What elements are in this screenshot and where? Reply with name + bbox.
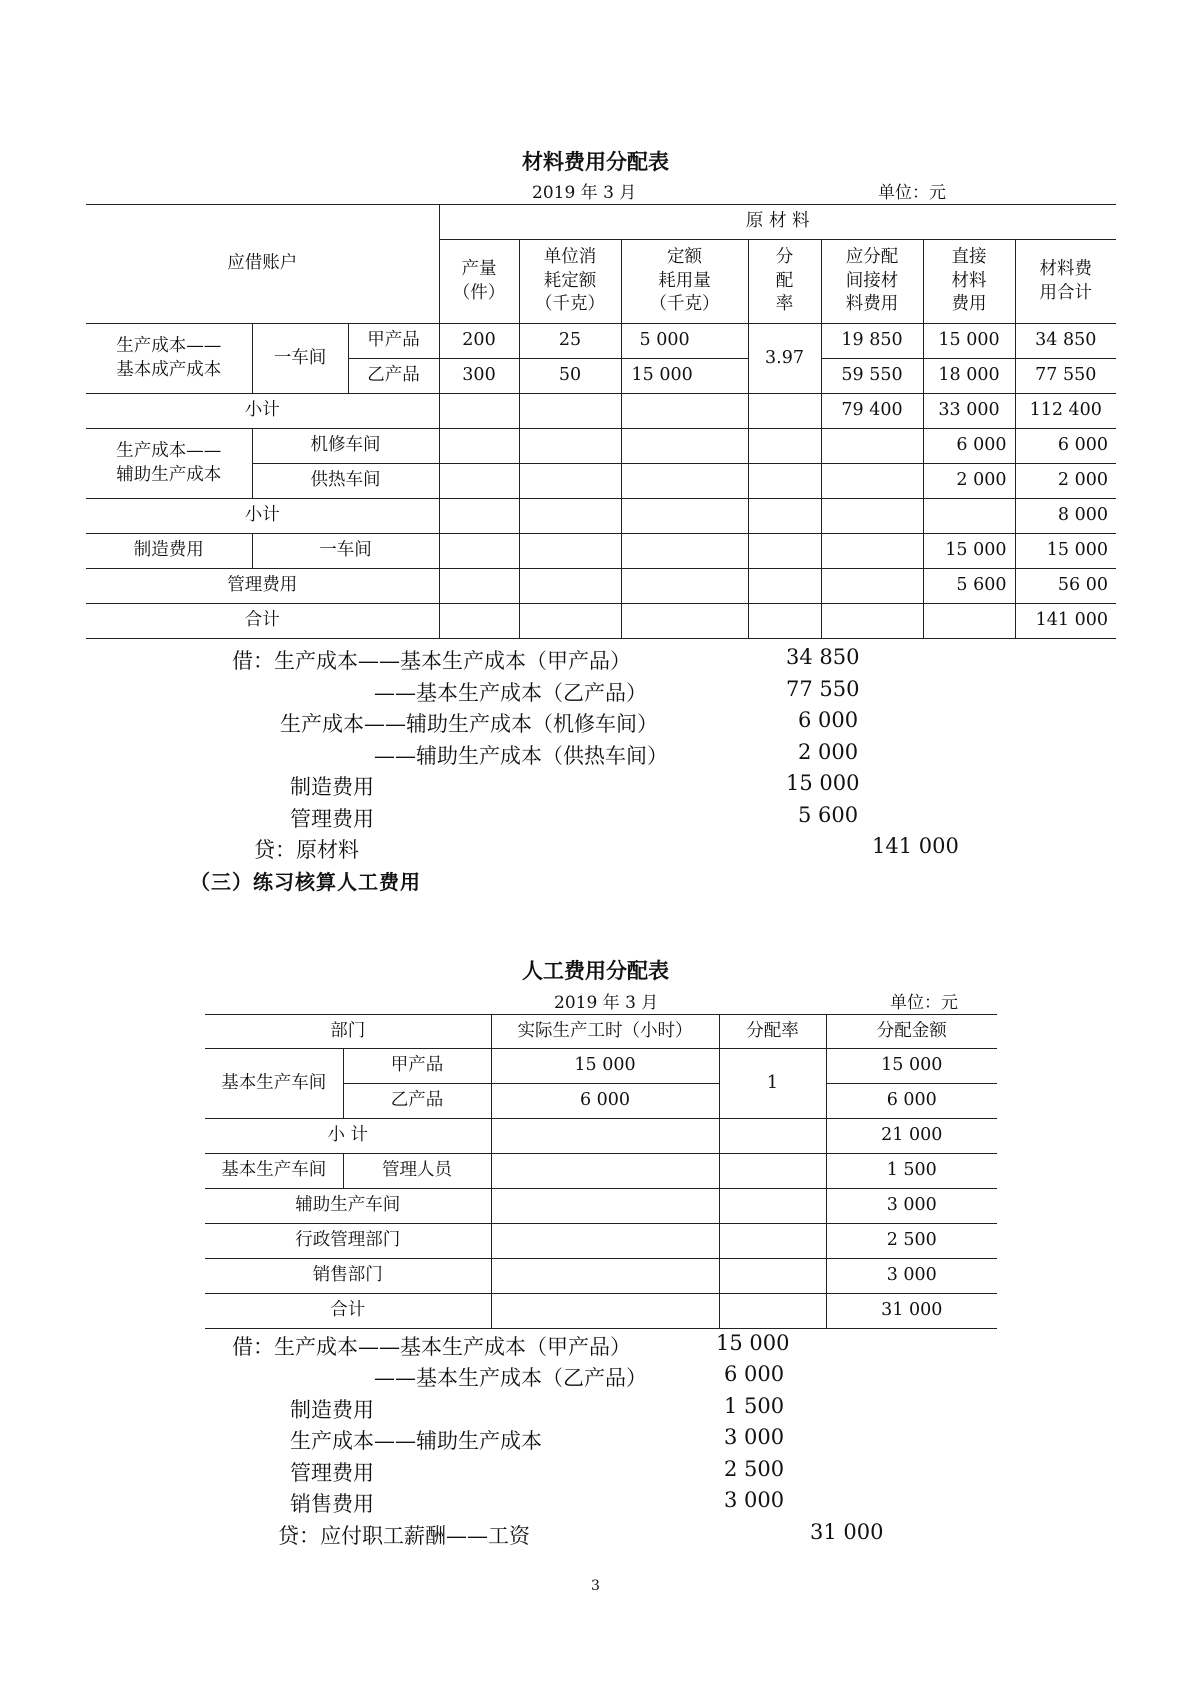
table-row [205, 1259, 997, 1294]
labor-table-date: 2019 年 3 月 [554, 993, 659, 1013]
sales-amount: 3 000 [826, 1259, 997, 1294]
admin-total: 56 00 [1015, 569, 1116, 604]
header-account: 应借账户 [86, 205, 439, 324]
mfg-overhead-label: 制造费用 [86, 534, 252, 569]
product-a-total: 34 850 [1015, 324, 1116, 359]
header-department: 部门 [205, 1015, 491, 1049]
subtotal2-total: 8 000 [1015, 499, 1116, 534]
entry-line: 管理费用 [290, 1461, 374, 1485]
mfg-workshop-label: 一车间 [252, 534, 439, 569]
entry-line: 贷：原材料 [254, 838, 359, 862]
product-b-label: 乙产品 [343, 1084, 491, 1119]
entry-line: ——基本生产成本（乙产品） [374, 681, 647, 705]
entry-line: 生产成本——辅助生产成本（机修车间） [280, 712, 658, 736]
entry-amount: 3 000 [724, 1488, 785, 1512]
table-row [205, 1294, 997, 1329]
entry-amount: 15 000 [716, 1331, 790, 1355]
entry-line: 生产成本——辅助生产成本 [290, 1429, 542, 1453]
heating-shop-label: 供热车间 [252, 464, 439, 499]
entry-amount: 1 500 [724, 1394, 785, 1418]
allocation-rate: 3.97 [748, 324, 821, 394]
product-a-direct: 15 000 [923, 324, 1015, 359]
basic-shop-label: 基本生产车间 [205, 1049, 343, 1119]
sales-dept-label: 销售部门 [205, 1259, 491, 1294]
admin-expense-label: 管理费用 [86, 569, 439, 604]
product-b-label: 乙产品 [348, 359, 439, 394]
header-rate: 分配率 [719, 1015, 826, 1049]
product-b-norm: 50 [519, 359, 621, 394]
subtotal-total: 112 400 [1015, 394, 1116, 429]
labor-table-title: 人工费用分配表 [522, 958, 669, 983]
mfg-direct: 15 000 [923, 534, 1015, 569]
labor-allocation-table [205, 1014, 997, 1329]
repair-shop-label: 机修车间 [252, 429, 439, 464]
entry-amount: 141 000 [872, 834, 959, 858]
grand-total-value: 141 000 [1015, 604, 1116, 639]
aux-production-cost-label: 生产成本—— 辅助生产成本 [86, 429, 252, 499]
product-b-hours: 6 000 [491, 1084, 719, 1119]
entry-line: ——辅助生产成本（供热车间） [374, 744, 668, 768]
entry-line: 借：生产成本——基本生产成本（甲产品） [232, 649, 631, 673]
subtotal-indirect: 79 400 [821, 394, 923, 429]
header-rate: 分 配 率 [748, 240, 821, 324]
entry-amount: 5 600 [798, 803, 859, 827]
table-row [86, 499, 1116, 534]
product-a-label: 甲产品 [348, 324, 439, 359]
table-row [86, 534, 1116, 569]
entry-amount: 34 850 [786, 645, 860, 669]
total-amount: 31 000 [826, 1294, 997, 1329]
entry-amount: 2 500 [724, 1457, 785, 1481]
repair-shop-direct: 6 000 [923, 429, 1015, 464]
table-row [205, 1224, 997, 1259]
admin-amount: 2 500 [826, 1224, 997, 1259]
header-indirect-cost: 应分配 间接材 料费用 [821, 240, 923, 324]
aux-shop-label: 辅助生产车间 [205, 1189, 491, 1224]
material-table-date: 2019 年 3 月 [532, 183, 637, 203]
table-row [205, 1119, 997, 1154]
entry-amount: 2 000 [798, 740, 859, 764]
aux-amount: 3 000 [826, 1189, 997, 1224]
entry-amount: 3 000 [724, 1425, 785, 1449]
header-total-cost: 材料费 用合计 [1015, 240, 1116, 324]
entry-amount: 31 000 [810, 1520, 884, 1544]
product-b-qty: 300 [439, 359, 519, 394]
admin-dept-label: 行政管理部门 [205, 1224, 491, 1259]
entry-line: 销售费用 [290, 1492, 374, 1516]
basic-production-cost-label: 生产成本—— 基本成产成本 [86, 324, 252, 394]
subtotal-amount: 21 000 [826, 1119, 997, 1154]
mgmt-staff-label: 管理人员 [343, 1154, 491, 1189]
product-a-amount: 15 000 [826, 1049, 997, 1084]
subtotal-label: 小 计 [205, 1119, 491, 1154]
entry-line: 制造费用 [290, 775, 374, 799]
table-row [86, 324, 1116, 359]
mfg-total: 15 000 [1015, 534, 1116, 569]
header-direct-cost: 直接 材料 费用 [923, 240, 1015, 324]
product-b-total: 77 550 [1015, 359, 1116, 394]
table-row [86, 394, 1116, 429]
admin-direct: 5 600 [923, 569, 1015, 604]
product-a-indirect: 19 850 [821, 324, 923, 359]
entry-amount: 6 000 [724, 1362, 785, 1386]
repair-shop-total: 6 000 [1015, 429, 1116, 464]
subtotal-direct: 33 000 [923, 394, 1015, 429]
entry-line: 管理费用 [290, 807, 374, 831]
header-raw-material: 原 材 料 [439, 205, 1116, 240]
product-b-indirect: 59 550 [821, 359, 923, 394]
product-b-direct: 18 000 [923, 359, 1015, 394]
table-row [205, 1154, 997, 1189]
mgmt-amount: 1 500 [826, 1154, 997, 1189]
grand-total-label: 合计 [86, 604, 439, 639]
heating-shop-total: 2 000 [1015, 464, 1116, 499]
total-label: 合计 [205, 1294, 491, 1329]
heating-shop-direct: 2 000 [923, 464, 1015, 499]
entry-amount: 6 000 [798, 708, 859, 732]
material-allocation-table [86, 204, 1116, 639]
product-a-qty: 200 [439, 324, 519, 359]
workshop-label: 一车间 [252, 324, 348, 394]
header-norm-consumption: 定额 耗用量 （千克） [621, 240, 748, 324]
header-amount: 分配金额 [826, 1015, 997, 1049]
material-table-unit: 单位：元 [878, 183, 946, 203]
subtotal-label: 小计 [86, 394, 439, 429]
entry-line: 制造费用 [290, 1398, 374, 1422]
header-hours: 实际生产工时（小时） [491, 1015, 719, 1049]
mgmt-shop-label: 基本生产车间 [205, 1154, 343, 1189]
product-a-norm: 25 [519, 324, 621, 359]
material-table-title: 材料费用分配表 [522, 149, 669, 174]
entry-line: 贷：应付职工薪酬——工资 [278, 1524, 530, 1548]
product-a-hours: 15 000 [491, 1049, 719, 1084]
table-row [205, 1189, 997, 1224]
table-row [86, 569, 1116, 604]
product-b-consumption: 15 000 [621, 359, 748, 394]
header-unit-norm: 单位消 耗定额 （千克） [519, 240, 621, 324]
entry-line: 借：生产成本——基本生产成本（甲产品） [232, 1335, 631, 1359]
table-row [205, 1049, 997, 1084]
header-qty: 产量 （件） [439, 240, 519, 324]
entry-line: ——基本生产成本（乙产品） [374, 1366, 647, 1390]
product-b-amount: 6 000 [826, 1084, 997, 1119]
product-a-label: 甲产品 [343, 1049, 491, 1084]
subtotal2-label: 小计 [86, 499, 439, 534]
entry-amount: 15 000 [786, 771, 860, 795]
product-a-consumption: 5 000 [621, 324, 748, 359]
entry-amount: 77 550 [786, 677, 860, 701]
labor-table-unit: 单位：元 [890, 993, 958, 1013]
labor-rate: 1 [719, 1049, 826, 1119]
section-heading: （三）练习核算人工费用 [190, 870, 421, 894]
table-row [86, 429, 1116, 464]
table-row [86, 604, 1116, 639]
page-number: 3 [591, 1578, 600, 1594]
